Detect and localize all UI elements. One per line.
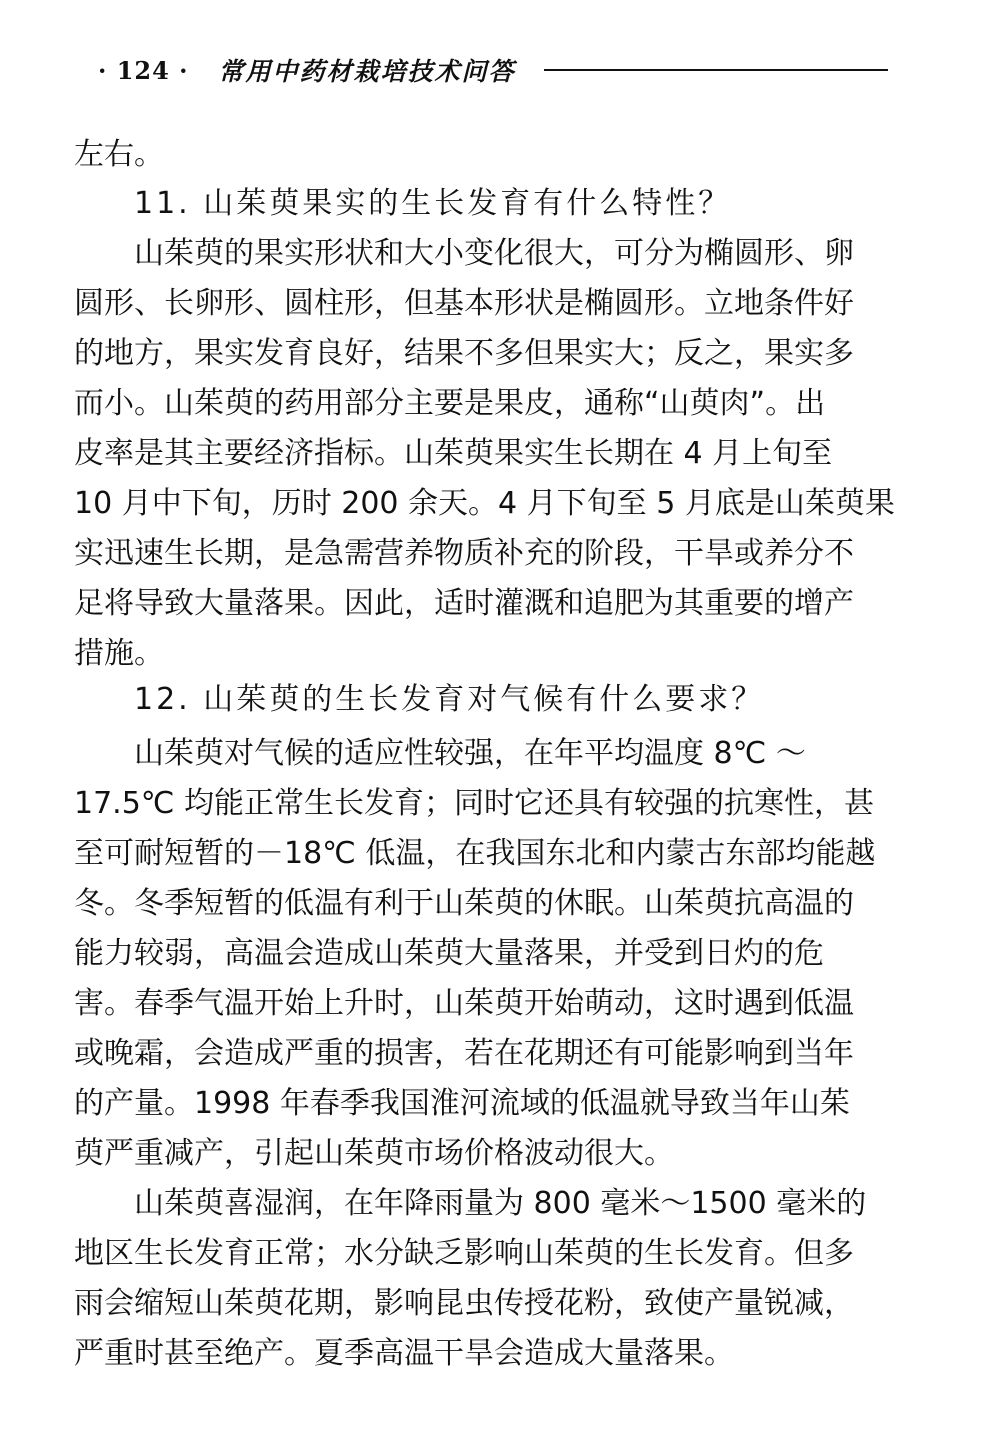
paragraph-line: 山茱萸对气候的适应性较强，在年平均温度 8℃ ～ bbox=[134, 736, 806, 771]
paragraph-line: 能力较弱，高温会造成山茱萸大量落果，并受到日灼的危 bbox=[74, 936, 824, 971]
question-heading-11: 11. 山茱萸果实的生长发育有什么特性？ bbox=[134, 186, 732, 221]
paragraph-line: 圆形、长卵形、圆柱形，但基本形状是椭圆形。立地条件好 bbox=[74, 286, 854, 321]
paragraph-line: 的产量。1998 年春季我国淮河流域的低温就导致当年山茱 bbox=[74, 1086, 850, 1121]
paragraph-line: 皮率是其主要经济指标。山茱萸果实生长期在 4 月上旬至 bbox=[74, 436, 833, 471]
paragraph-line: 严重时甚至绝产。夏季高温干旱会造成大量落果。 bbox=[74, 1336, 734, 1371]
paragraph-line: 措施。 bbox=[74, 636, 164, 671]
header-rule bbox=[544, 69, 888, 71]
paragraph-line: 或晚霜，会造成严重的损害，若在花期还有可能影响到当年 bbox=[74, 1036, 854, 1071]
paragraph-line: 萸严重减产，引起山茱萸市场价格波动很大。 bbox=[74, 1136, 674, 1171]
paragraph-line: 冬。冬季短暂的低温有利于山茱萸的休眠。山茱萸抗高温的 bbox=[74, 886, 854, 921]
running-header bbox=[98, 50, 888, 90]
text-line-1: 左右。 bbox=[74, 137, 164, 172]
paragraph-line: 至可耐短暂的－18℃ 低温，在我国东北和内蒙古东部均能越 bbox=[74, 836, 876, 871]
paragraph-line: 而小。山茱萸的药用部分主要是果皮，通称“山萸肉”。出 bbox=[74, 386, 826, 421]
paragraph-line: 10 月中下旬，历时 200 余天。4 月下旬至 5 月底是山茱萸果 bbox=[74, 486, 895, 521]
paragraph-line: 的地方，果实发育良好，结果不多但果实大；反之，果实多 bbox=[74, 336, 854, 371]
paragraph-line: 害。春季气温开始上升时，山茱萸开始萌动，这时遇到低温 bbox=[74, 986, 854, 1021]
paragraph-line: 山茱萸喜湿润，在年降雨量为 800 毫米～1500 毫米的 bbox=[134, 1186, 867, 1221]
paragraph-line: 地区生长发育正常；水分缺乏影响山茱萸的生长发育。但多 bbox=[74, 1236, 854, 1271]
paragraph-line: 足将导致大量落果。因此，适时灌溉和追肥为其重要的增产 bbox=[74, 586, 854, 621]
book-title: 常用中药材栽培技术问答 bbox=[218, 57, 516, 86]
paragraph-line: 雨会缩短山茱萸花期，影响昆虫传授花粉，致使产量锐减， bbox=[74, 1286, 854, 1321]
paragraph-line: 山茱萸的果实形状和大小变化很大，可分为椭圆形、卵 bbox=[134, 236, 854, 271]
paragraph-line: 实迅速生长期，是急需营养物质补充的阶段，干旱或养分不 bbox=[74, 536, 854, 571]
question-heading-12: 12. 山茱萸的生长发育对气候有什么要求？ bbox=[134, 682, 765, 717]
page-number: · 124 · bbox=[98, 55, 189, 85]
paragraph-line: 17.5℃ 均能正常生长发育；同时它还具有较强的抗寒性，甚 bbox=[74, 786, 875, 821]
